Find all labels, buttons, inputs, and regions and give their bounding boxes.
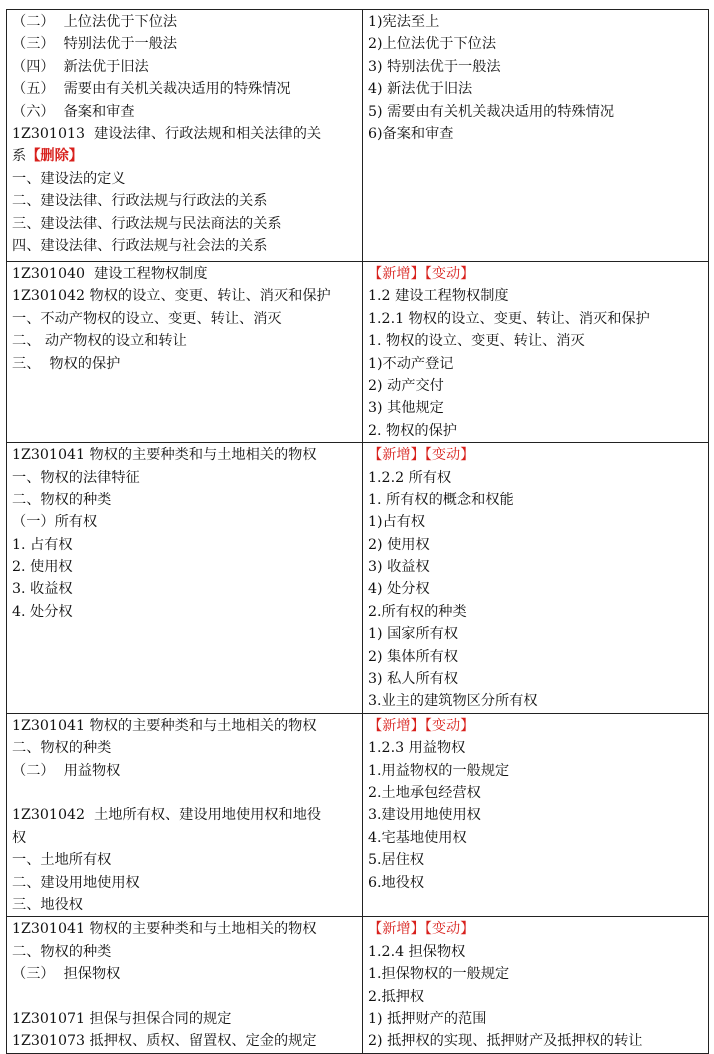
text-line — [368, 123, 703, 145]
line-text: 1)占有权 — [368, 514, 426, 531]
text-line — [12, 578, 357, 600]
table-row — [7, 262, 709, 443]
line-text: 2) 抵押权的实现、抵押财产及抵押权的转让 — [368, 1033, 643, 1050]
text-line — [12, 715, 357, 737]
changed-tag: 【新增】【变动】 — [368, 266, 475, 282]
text-line — [368, 782, 703, 804]
text-line — [368, 690, 703, 712]
text-line — [12, 78, 357, 100]
line-text: 3) 收益权 — [368, 559, 430, 576]
text-line — [368, 78, 703, 100]
text-line — [368, 941, 703, 963]
text-line — [368, 601, 703, 623]
text-line — [368, 623, 703, 645]
text-line — [368, 511, 703, 533]
line-text: 二、建设法律、行政法规与行政法的关系 — [12, 193, 268, 210]
line-text: 1Z301041 物权的主要种类和与土地相关的物权 — [12, 447, 317, 464]
text-line — [12, 918, 357, 940]
line-text: （一）所有权 — [12, 514, 98, 531]
text-line — [12, 213, 357, 235]
text-line — [12, 804, 357, 826]
text-line — [368, 375, 703, 397]
text-line — [368, 827, 703, 849]
line-text: 2.所有权的种类 — [368, 603, 467, 620]
text-line — [368, 534, 703, 556]
text-line — [12, 308, 357, 330]
line-text: 1) 国家所有权 — [368, 626, 459, 643]
line-text: 6.地役权 — [368, 874, 425, 891]
line-text: 1Z301042 土地所有权、建设用地使用权和地役 — [12, 807, 322, 824]
line-text: 5.居住权 — [368, 852, 425, 869]
line-text: 四、建设法律、行政法规与社会法的关系 — [12, 237, 268, 254]
line-text: 1Z301073 抵押权、质权、留置权、定金的规定 — [12, 1033, 317, 1050]
text-line — [368, 308, 703, 330]
text-line — [368, 420, 703, 442]
text-line — [368, 578, 703, 600]
line-text: 1Z301042 物权的设立、变更、转让、消灭和保护 — [12, 288, 331, 305]
text-line — [12, 894, 357, 916]
text-line — [12, 330, 357, 352]
line-text: 3) 其他规定 — [368, 400, 444, 417]
line-text: 1Z301013 建设法律、行政法规和相关法律的关 — [12, 125, 322, 142]
text-line — [368, 918, 703, 940]
text-line — [12, 511, 357, 533]
text-line — [368, 263, 703, 285]
new-edition-cell — [363, 10, 709, 262]
line-text: 1Z301071 担保与担保合同的规定 — [12, 1010, 232, 1027]
text-line — [12, 168, 357, 190]
text-line — [12, 534, 357, 556]
table-row — [7, 10, 709, 262]
line-text: 三、建设法律、行政法规与民法商法的关系 — [12, 215, 282, 232]
text-line — [12, 33, 357, 55]
new-edition-cell — [363, 443, 709, 714]
line-text: （五） 需要由有关机关裁决适用的特殊情况 — [12, 81, 291, 98]
text-line — [12, 444, 357, 466]
old-edition-cell — [7, 262, 363, 443]
text-line — [12, 285, 357, 307]
text-line — [12, 56, 357, 78]
text-line — [12, 849, 357, 871]
text-line — [12, 263, 357, 285]
text-line — [368, 397, 703, 419]
line-text: 1.2 建设工程物权制度 — [368, 288, 509, 305]
line-text: 2. 使用权 — [12, 559, 73, 576]
old-edition-cell — [7, 10, 363, 262]
table-row — [7, 917, 709, 1053]
line-text: 1.担保物权的一般规定 — [368, 966, 510, 983]
text-line — [12, 782, 357, 804]
text-line — [12, 760, 357, 782]
line-text: 3) 私人所有权 — [368, 671, 459, 688]
text-line — [368, 986, 703, 1008]
table-row — [7, 713, 709, 917]
line-text: （二） 上位法优于下位法 — [12, 14, 178, 30]
line-text: 二、 动产物权的设立和转让 — [12, 333, 187, 350]
text-line — [368, 353, 703, 375]
line-text: 二、物权的种类 — [12, 740, 112, 757]
text-line — [368, 1008, 703, 1030]
line-text: 1. 占有权 — [12, 536, 73, 553]
text-line — [368, 804, 703, 826]
line-text: 1.2.1 物权的设立、变更、转让、消灭和保护 — [368, 310, 650, 327]
line-text: 3. 收益权 — [12, 581, 73, 598]
text-line — [12, 11, 357, 33]
text-line — [368, 56, 703, 78]
text-line — [12, 467, 357, 489]
text-line — [368, 1030, 703, 1052]
line-text: （六） 备案和审查 — [12, 103, 135, 120]
text-line — [368, 444, 703, 466]
text-line — [368, 330, 703, 352]
text-line — [368, 556, 703, 578]
line-text: 1) 抵押财产的范围 — [368, 1010, 487, 1027]
line-text: 二、建设用地使用权 — [12, 874, 140, 891]
old-edition-cell — [7, 443, 363, 714]
text-line — [368, 285, 703, 307]
line-text: 2.抵押权 — [368, 988, 425, 1005]
changed-tag: 【新增】【变动】 — [368, 447, 475, 464]
text-line — [12, 1008, 357, 1030]
line-text: 1.用益物权的一般规定 — [368, 762, 510, 779]
new-edition-cell — [363, 917, 709, 1053]
text-line — [368, 760, 703, 782]
text-line — [368, 668, 703, 690]
line-text: 1Z301041 物权的主要种类和与土地相关的物权 — [12, 921, 317, 938]
line-text: 系 — [12, 148, 27, 165]
line-text: 3) 特别法优于一般法 — [368, 58, 501, 75]
text-line — [12, 737, 357, 759]
line-text: 2) 使用权 — [368, 536, 430, 553]
text-line — [12, 1030, 357, 1052]
line-text: 三、 物权的保护 — [12, 355, 121, 372]
line-text: 4) 新法优于旧法 — [368, 81, 473, 98]
line-text: 一、不动产物权的设立、变更、转让、消灭 — [12, 310, 282, 327]
text-line — [12, 556, 357, 578]
text-line — [368, 101, 703, 123]
text-line — [368, 715, 703, 737]
line-text: 1)宪法至上 — [368, 14, 440, 30]
new-edition-cell — [363, 262, 709, 443]
text-line — [12, 941, 357, 963]
text-line — [368, 489, 703, 511]
line-text: （二） 用益物权 — [12, 762, 121, 779]
text-line — [12, 986, 357, 1008]
line-text: 一、物权的法律特征 — [12, 469, 140, 486]
text-line — [12, 101, 357, 123]
text-line — [12, 827, 357, 849]
line-text: 二、物权的种类 — [12, 491, 112, 508]
line-text: 1.2.2 所有权 — [368, 469, 452, 486]
line-text: 3.建设用地使用权 — [368, 807, 481, 824]
text-line — [368, 849, 703, 871]
text-line — [12, 601, 357, 623]
old-edition-cell — [7, 713, 363, 917]
changed-tag: 【新增】【变动】 — [368, 717, 475, 734]
text-line — [368, 467, 703, 489]
comparison-table — [6, 9, 709, 1054]
changed-tag: 【新增】【变动】 — [368, 921, 475, 938]
line-text: （三） 特别法优于一般法 — [12, 36, 178, 53]
line-text: 1Z301041 物权的主要种类和与土地相关的物权 — [12, 717, 317, 734]
line-text: 一、土地所有权 — [12, 852, 112, 869]
line-text: （四） 新法优于旧法 — [12, 58, 149, 75]
line-text: 4) 处分权 — [368, 581, 430, 598]
line-text: 5) 需要由有关机关裁决适用的特殊情况 — [368, 103, 615, 120]
text-line — [12, 145, 357, 167]
text-line — [12, 190, 357, 212]
text-line — [368, 646, 703, 668]
table-row — [7, 443, 709, 714]
line-text: 6)备案和审查 — [368, 125, 454, 142]
text-line — [12, 235, 357, 257]
line-text: 2.土地承包经营权 — [368, 784, 481, 801]
text-line — [12, 123, 357, 145]
text-line — [368, 33, 703, 55]
line-text: 4.宅基地使用权 — [368, 829, 467, 846]
line-text: 二、物权的种类 — [12, 943, 112, 960]
text-line — [368, 737, 703, 759]
line-text: 权 — [12, 829, 27, 846]
line-text: 三、地役权 — [12, 896, 83, 913]
text-line — [368, 963, 703, 985]
line-text: 2)上位法优于下位法 — [368, 36, 497, 53]
line-text: 1. 物权的设立、变更、转让、消灭 — [368, 333, 585, 350]
text-line — [368, 872, 703, 894]
line-text: 2) 动产交付 — [368, 377, 444, 394]
line-text: 一、建设法的定义 — [12, 170, 126, 187]
line-text: 2. 物权的保护 — [368, 422, 457, 439]
text-line — [12, 489, 357, 511]
line-text: 1)不动产登记 — [368, 355, 454, 372]
line-text: 1.2.4 担保物权 — [368, 943, 466, 960]
line-text: （三） 担保物权 — [12, 966, 121, 983]
text-line — [368, 11, 703, 33]
text-line — [12, 963, 357, 985]
line-text: 1. 所有权的概念和权能 — [368, 491, 514, 508]
text-line — [12, 872, 357, 894]
text-line — [12, 353, 357, 375]
line-text: 1.2.3 用益物权 — [368, 740, 466, 757]
line-text: 2) 集体所有权 — [368, 648, 459, 665]
deleted-tag: 【删除】 — [26, 148, 83, 165]
new-edition-cell — [363, 713, 709, 917]
line-text: 1Z301040 建设工程物权制度 — [12, 266, 208, 282]
old-edition-cell — [7, 917, 363, 1053]
comparison-table-body — [7, 10, 709, 1054]
line-text: 3.业主的建筑物区分所有权 — [368, 693, 538, 710]
line-text: 4. 处分权 — [12, 603, 73, 620]
